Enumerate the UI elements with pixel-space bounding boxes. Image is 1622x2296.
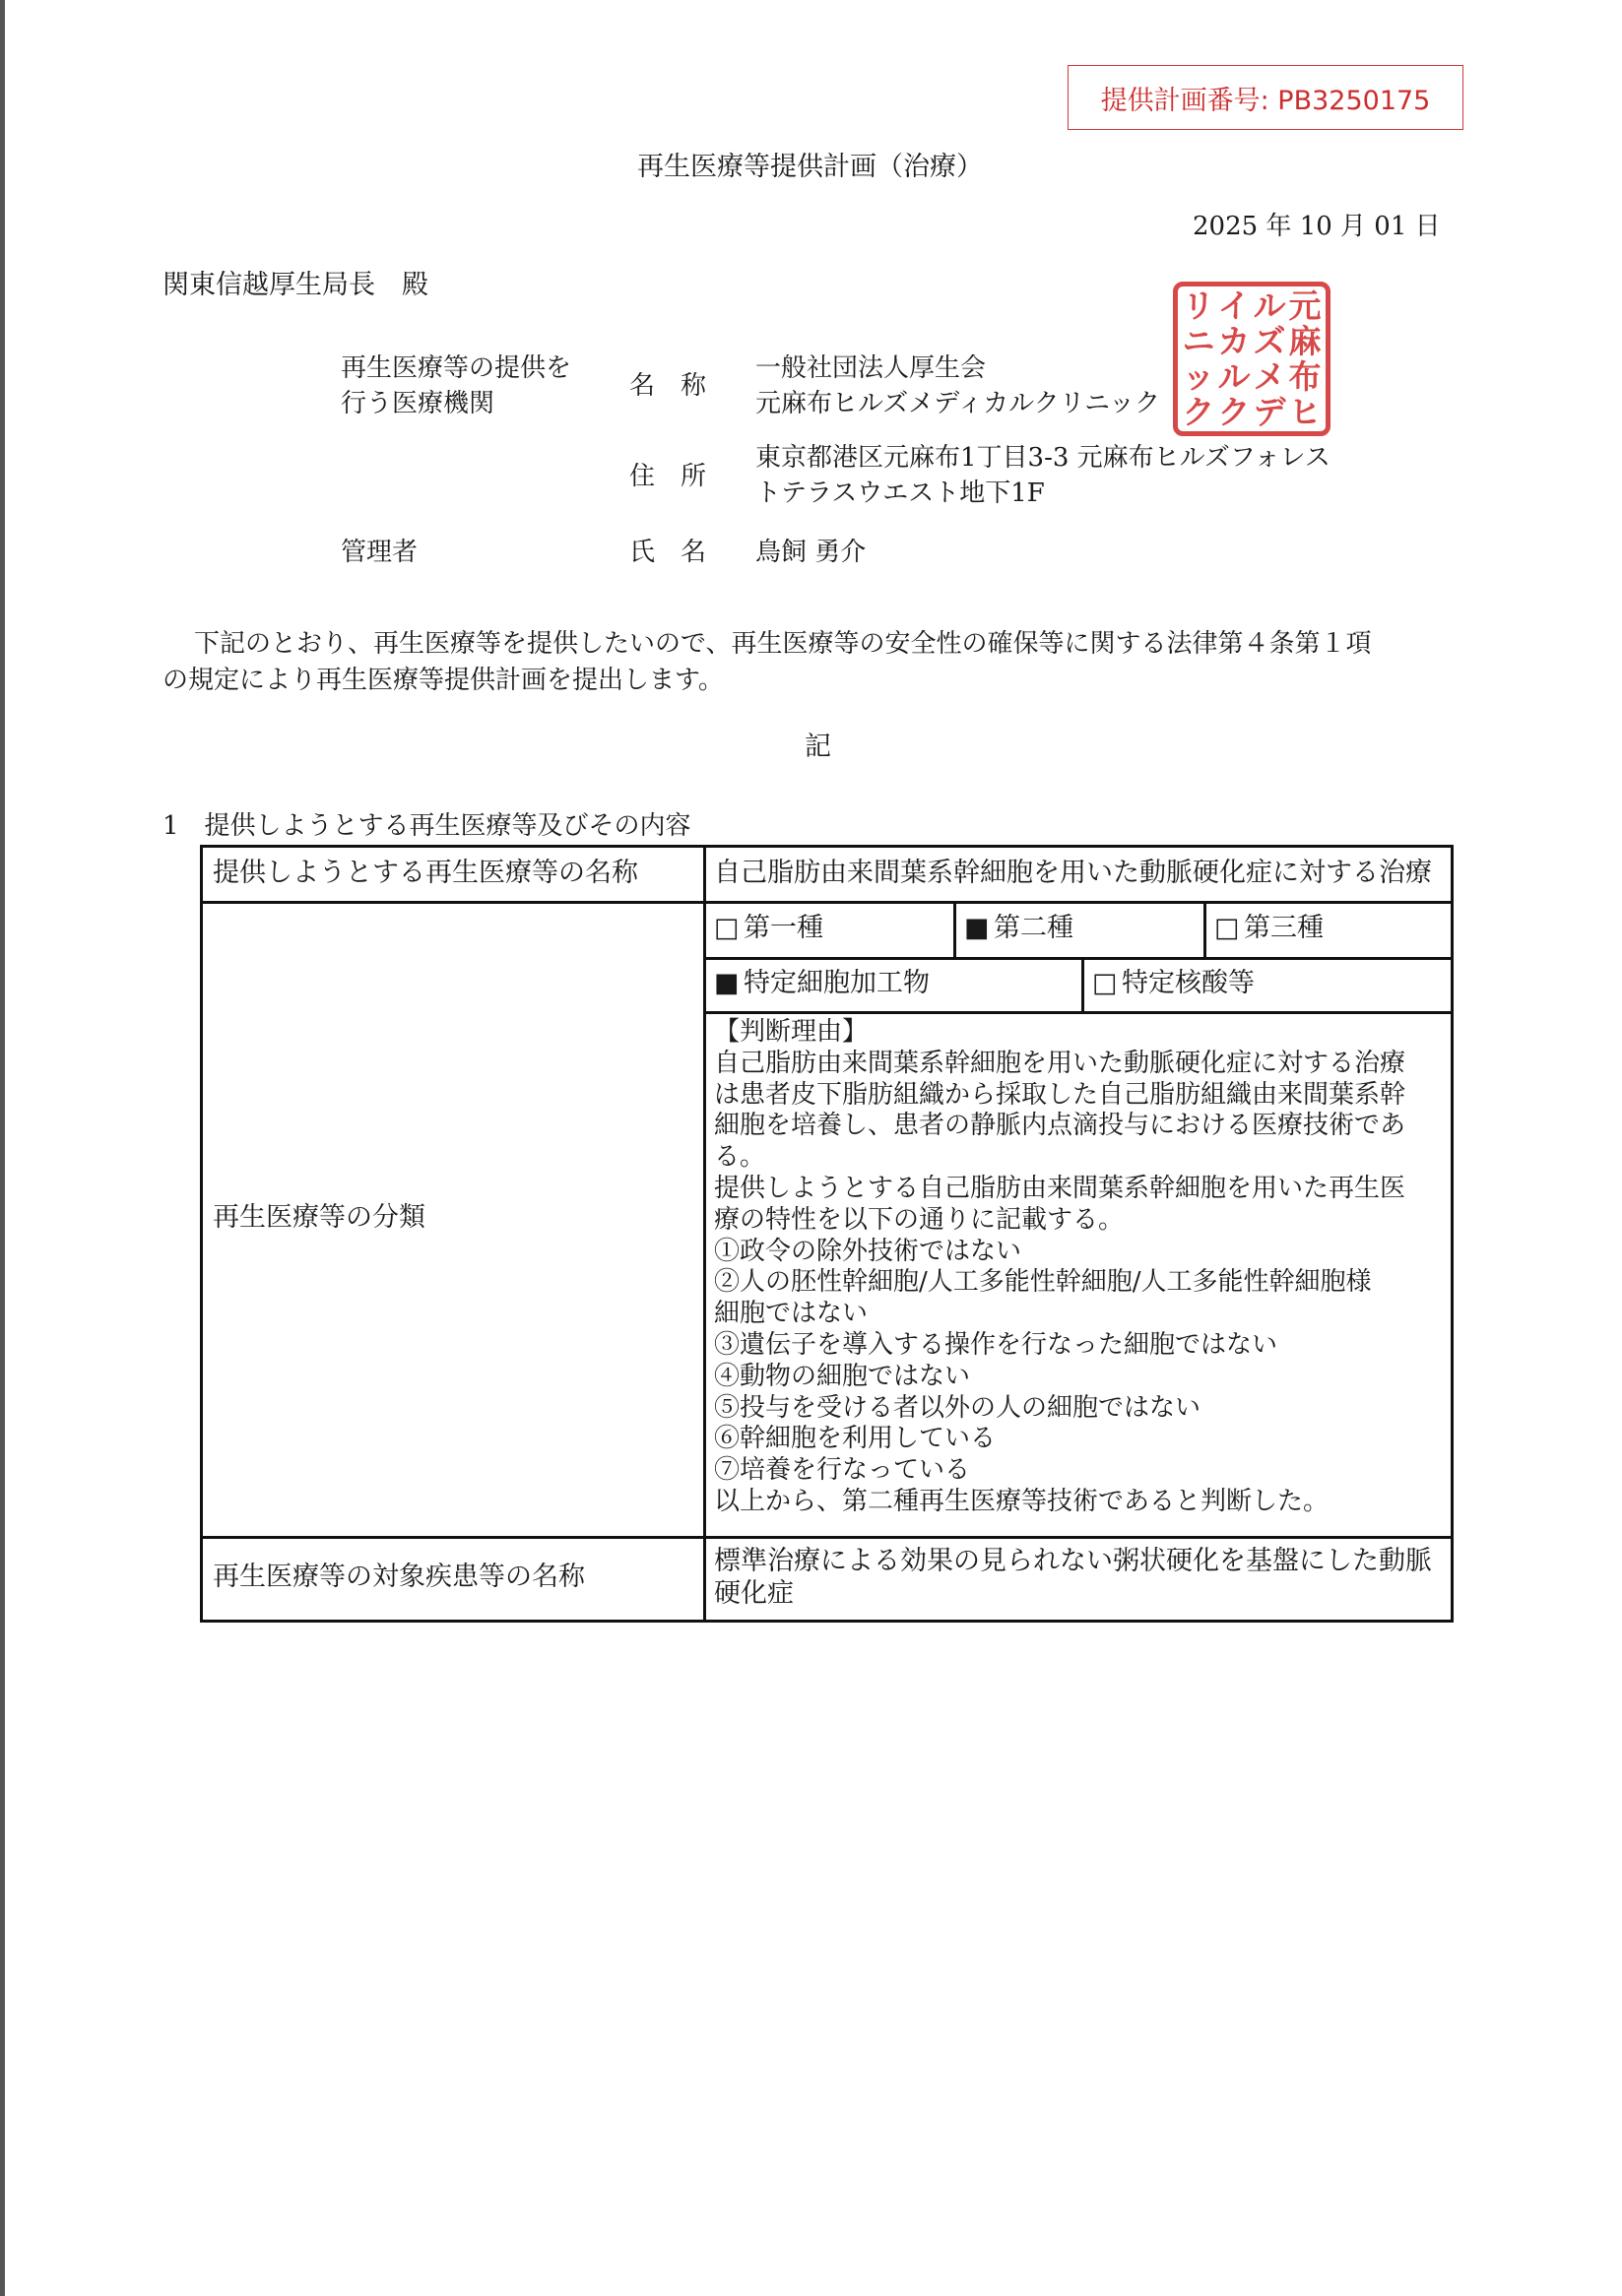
manager-name: 鳥飼 勇介: [755, 538, 867, 567]
section1-heading: 1 提供しようとする再生医療等及びその内容: [162, 811, 691, 841]
seal-column-2: ル ズ メ デ: [1253, 287, 1286, 431]
seal-column-1: 元 麻 布 ヒ: [1288, 287, 1322, 431]
intro-line-2: の規定により再生医療等提供計画を提出します。: [162, 666, 724, 695]
type-1-option: [714, 966, 930, 1001]
class-1-checkbox: □: [714, 913, 740, 943]
class-1-label: 第一種: [744, 913, 823, 943]
type-2-checkbox: □: [1092, 968, 1118, 998]
reason-line: は患者皮下脂肪組織から採取した自己脂肪組織由来間葉系幹: [714, 1079, 1406, 1110]
treatment-plan-table: [200, 845, 1454, 1623]
reason-line: ⑥幹細胞を利用している: [714, 1424, 997, 1454]
type-2-option: [1092, 966, 1255, 1001]
class-2-option: [964, 911, 1073, 946]
class-2-checkbox: ■: [964, 913, 990, 943]
reason-line: 細胞を培養し、患者の静脈内点滴投与における医療技術であ: [714, 1111, 1406, 1141]
reason-line: ③遺伝子を導入する操作を行なった細胞ではない: [714, 1329, 1278, 1360]
manager-section-label: 管理者: [341, 538, 419, 567]
class-3-label: 第三種: [1244, 913, 1324, 943]
seal-column-4: リ ニ ッ ク: [1182, 287, 1215, 431]
reason-line: る。: [714, 1142, 766, 1173]
addressee: 関東信越厚生局長 殿: [162, 270, 428, 300]
reason-line: ②人の胚性幹細胞/人工多能性幹細胞/人工多能性幹細胞様: [714, 1267, 1372, 1298]
institution-section-label-2: 行う医療機関: [341, 389, 495, 418]
judgment-reason-text: [714, 1017, 1453, 1518]
document-date: 2025 年 10 月 01 日: [1193, 212, 1441, 241]
reason-line: 細胞ではない: [714, 1299, 869, 1329]
class-2-label: 第二種: [994, 913, 1073, 943]
type-2-label: 特定核酸等: [1122, 968, 1255, 998]
clinic-seal-stamp: [1173, 282, 1330, 436]
class-3-option: [1214, 911, 1324, 946]
target-disease-line-1: 標準治療による効果の見られない粥状硬化を基盤にした動脈: [714, 1546, 1432, 1576]
reason-line: ⑦培養を行なっている: [714, 1455, 971, 1486]
class-3-checkbox: □: [1214, 913, 1240, 943]
institution-address-2: トテラスウエスト地下1F: [755, 478, 1045, 508]
document-page: [5, 0, 1622, 2296]
document-title: 再生医療等提供計画（治療）: [637, 152, 983, 182]
reason-line: ①政令の除外技術ではない: [714, 1236, 1022, 1266]
treatment-name: 自己脂肪由来間葉系幹細胞を用いた動脈硬化症に対する治療: [714, 858, 1432, 888]
type-1-checkbox: ■: [714, 968, 740, 998]
reason-line: 自己脂肪由来間葉系幹細胞を用いた動脈硬化症に対する治療: [714, 1048, 1406, 1078]
institution-address-1: 東京都港区元麻布1丁目3-3 元麻布ヒルズフォレス: [755, 443, 1330, 473]
row1-label: 提供しようとする再生医療等の名称: [213, 858, 638, 888]
row3-label: 再生医療等の対象疾患等の名称: [213, 1562, 585, 1592]
reason-line: ④動物の細胞ではない: [714, 1361, 971, 1391]
plan-number-box: [1068, 65, 1463, 130]
institution-name-1: 一般社団法人厚生会: [755, 353, 987, 383]
institution-section-label-1: 再生医療等の提供を: [341, 353, 572, 383]
manager-name-label: 氏 名: [629, 538, 707, 567]
address-label: 住 所: [629, 462, 707, 491]
reason-line: 【判断理由】: [714, 1017, 869, 1047]
reason-line: 療の特性を以下の通りに記載する。: [714, 1204, 1125, 1235]
seal-column-3: イ カ ル ク: [1217, 287, 1251, 431]
type-1-label: 特定細胞加工物: [744, 968, 930, 998]
institution-name-2: 元麻布ヒルズメディカルクリニック: [755, 389, 1161, 418]
name-label: 名 称: [629, 371, 707, 401]
reason-line: ⑤投与を受ける者以外の人の細胞ではない: [714, 1392, 1201, 1423]
reason-line: 提供しようとする自己脂肪由来間葉系幹細胞を用いた再生医: [714, 1173, 1406, 1203]
ki-heading: 記: [805, 732, 831, 762]
intro-line-1: 下記のとおり、再生医療等を提供したいので、再生医療等の安全性の確保等に関する法律第４条第１項: [194, 629, 1372, 659]
reason-line: 以上から、第二種再生医療等技術であると判断した。: [714, 1486, 1330, 1516]
target-disease-line-2: 硬化症: [714, 1578, 794, 1609]
plan-number-label: 提供計画番号: PB3250175: [1100, 85, 1431, 116]
class-1-option: [714, 911, 823, 946]
row2-label: 再生医療等の分類: [213, 1202, 425, 1233]
